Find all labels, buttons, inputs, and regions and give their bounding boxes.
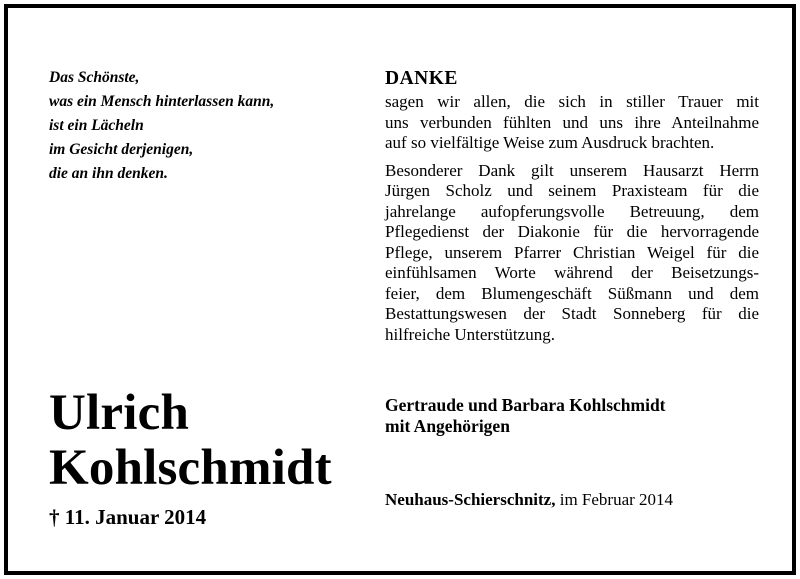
thanks-paragraph-general [385, 92, 759, 154]
poem-line: Das Schönste, [49, 69, 140, 86]
date-text: im Februar 2014 [555, 490, 674, 509]
thanks-line: sagen wir allen, die sich in stiller Trauer mit [385, 92, 759, 111]
thanks-line: einfühlsamen Worte während der Beisetzungs- [385, 263, 759, 282]
thanks-line: hilfreiche Unterstützung. [385, 324, 555, 344]
thanks-line: Jürgen Scholz und seinem Praxisteam für die [385, 181, 759, 200]
poem-line: was ein Mensch hinterlassen kann, [49, 93, 275, 110]
thanks-heading: DANKE [385, 68, 458, 89]
deceased-name-block [49, 386, 379, 530]
thanks-line: uns verbunden fühlten und uns ihre Anteilnahme [385, 112, 759, 132]
signer-relatives: mit Angehörigen [385, 416, 510, 436]
thanks-line: Pflegedienst der Diakonie für die hervorragende [385, 222, 759, 241]
paragraph-spacer [385, 154, 759, 161]
thanks-line: auf so vielfältige Weise zum Ausdruck brachten. [385, 133, 715, 152]
obituary-notice [4, 4, 796, 575]
death-date: † 11. Januar 2014 [49, 505, 207, 529]
memorial-poem [49, 66, 349, 186]
place-name: Neuhaus-Schierschnitz, [385, 490, 556, 509]
signers-block [385, 395, 759, 437]
thanks-line: Bestattungswesen der Stadt Sonneberg für die [385, 304, 759, 323]
place-date-line [385, 489, 759, 510]
thanks-line: Pflege, unserem Pfarrer Christian Weigel für die [385, 242, 759, 262]
poem-line: im Gesicht derjenigen, [49, 141, 194, 158]
deceased-first-name: Ulrich [49, 385, 190, 441]
thanks-section [385, 66, 759, 345]
thanks-line: feier, dem Blumengeschäft Süßmann und dem [385, 283, 759, 303]
deceased-last-name: Kohlschmidt [49, 440, 332, 496]
signer-names: Gertraude und Barbara Kohlschmidt [385, 395, 666, 415]
poem-line: ist ein Lächeln [49, 117, 144, 134]
thanks-line: jahrelange aufopferungsvolle Betreuung, dem [385, 201, 759, 221]
thanks-paragraph-special [385, 161, 759, 346]
poem-line: die an ihn denken. [49, 165, 168, 182]
thanks-line: Besonderer Dank gilt unserem Hausarzt Herrn [385, 160, 759, 180]
